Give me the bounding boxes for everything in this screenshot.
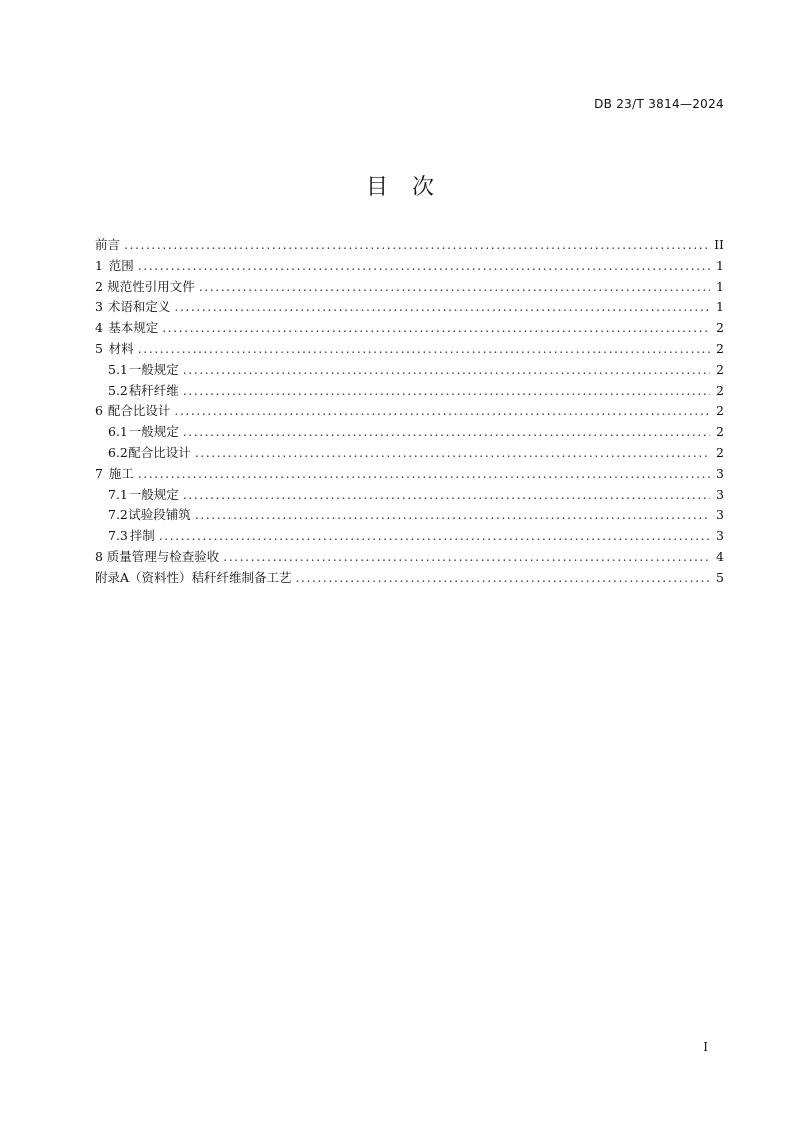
toc-number: 5 (95, 340, 103, 356)
toc-entry-7-2[interactable] (95, 505, 724, 526)
dot-leader (223, 549, 710, 564)
toc-entry-terms[interactable] (95, 297, 724, 318)
toc-page-number: II (714, 237, 724, 252)
toc-entry-mix-design[interactable] (95, 401, 724, 422)
dot-leader (183, 424, 710, 439)
toc-page-number: 2 (716, 320, 724, 336)
toc-entry-6-2[interactable] (95, 443, 724, 464)
footer-page-number: I (703, 1040, 708, 1054)
toc-page-number: 1 (716, 257, 724, 273)
dot-leader (183, 487, 710, 502)
toc-entry-normative-references[interactable] (95, 277, 724, 298)
toc-page-number: 1 (716, 278, 724, 294)
toc-page-number: 1 (716, 299, 724, 315)
dot-leader (296, 570, 710, 585)
toc-label: 试验段铺筑 (128, 507, 191, 523)
dot-leader (138, 258, 710, 273)
toc-page-number: 2 (716, 424, 724, 440)
toc-page-number: 2 (716, 340, 724, 356)
toc-label: 质量管理与检查验收 (106, 548, 220, 564)
toc-label: 一般规定 (128, 361, 179, 377)
document-code: DB 23/T 3814—2024 (594, 97, 724, 111)
toc-number: 7.2 (108, 507, 128, 523)
toc-page-number: 2 (716, 382, 724, 398)
toc-number: 8 (95, 548, 103, 564)
toc-page-number: 3 (716, 507, 724, 523)
dot-leader (162, 320, 710, 335)
toc-page-number: 4 (716, 548, 724, 564)
toc-page-number: 3 (716, 528, 724, 544)
toc-page-number: 2 (716, 361, 724, 377)
dot-leader (195, 507, 710, 522)
toc-label: 术语和定义 (107, 299, 171, 315)
toc-label: 一般规定 (128, 424, 179, 440)
toc-label: 规范性引用文件 (107, 278, 195, 294)
toc-entry-scope[interactable] (95, 256, 724, 277)
toc-label: 配合比设计 (107, 403, 171, 419)
toc-entry-5-1[interactable] (95, 360, 724, 381)
dot-leader (174, 299, 710, 314)
toc-number: 6 (95, 403, 103, 419)
toc-number: 6.1 (108, 424, 128, 440)
dot-leader (183, 383, 710, 398)
toc-number: 5.2 (108, 382, 128, 398)
toc-label: 范围 (108, 257, 134, 273)
toc-page-number: 2 (716, 444, 724, 460)
toc-label: 材料 (108, 340, 134, 356)
toc-number: 1 (95, 257, 103, 273)
toc-number: 7.3 (108, 528, 128, 544)
toc-page-number: 2 (716, 403, 724, 419)
toc-page-number: 5 (716, 569, 724, 585)
toc-entry-6-1[interactable] (95, 422, 724, 443)
toc-label: 附录A（资料性）秸秆纤维制备工艺 (95, 569, 292, 585)
toc-label: 一般规定 (128, 486, 179, 502)
toc-entry-7-3[interactable] (95, 526, 724, 547)
dot-leader (183, 362, 710, 377)
dot-leader (174, 403, 710, 418)
toc-number: 5.1 (108, 361, 128, 377)
table-of-contents (95, 235, 724, 589)
toc-page-number: 3 (716, 465, 724, 481)
dot-leader (138, 466, 710, 481)
toc-entry-construction[interactable] (95, 464, 724, 485)
toc-number: 7.1 (108, 486, 128, 502)
toc-label: 拌制 (129, 528, 155, 544)
toc-number: 6.2 (108, 444, 128, 460)
toc-entry-materials[interactable] (95, 339, 724, 360)
dot-leader (124, 237, 710, 252)
toc-entry-quality-management[interactable] (95, 547, 724, 568)
toc-label: 秸秆纤维 (128, 382, 179, 398)
toc-entry-appendix-a[interactable] (95, 568, 724, 589)
toc-label: 前言 (95, 237, 121, 252)
toc-entry-foreword[interactable] (95, 235, 724, 256)
toc-entry-5-2[interactable] (95, 381, 724, 402)
toc-entry-7-1[interactable] (95, 485, 724, 506)
toc-label: 施工 (108, 465, 134, 481)
toc-number: 4 (95, 320, 103, 336)
page-title: 目次 (365, 175, 458, 200)
toc-number: 7 (95, 465, 103, 481)
dot-leader (199, 279, 710, 294)
toc-label: 配合比设计 (128, 444, 191, 460)
toc-entry-basic-requirements[interactable] (95, 318, 724, 339)
dot-leader (138, 341, 710, 356)
dot-leader (195, 445, 710, 460)
toc-label: 基本规定 (108, 320, 159, 336)
dot-leader (159, 528, 710, 543)
toc-number: 2 (95, 278, 103, 294)
toc-number: 3 (95, 299, 103, 315)
toc-page-number: 3 (716, 486, 724, 502)
